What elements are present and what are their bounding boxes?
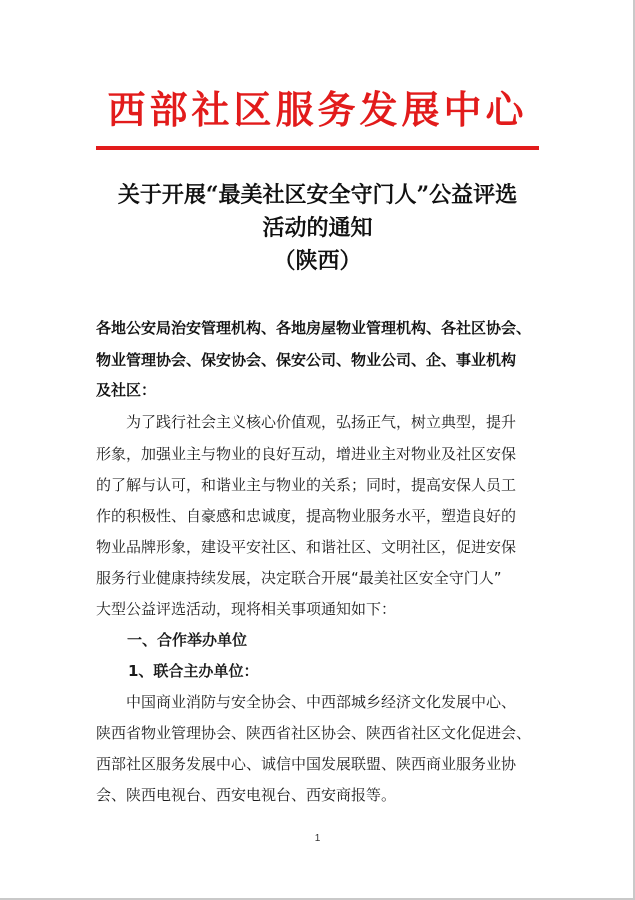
- intro-paragraph-line: 服务行业健康持续发展，决定联合开展“最美社区安全守门人”: [96, 569, 502, 587]
- intro-paragraph-line: 作的积极性、自豪感和忠诚度，提高物业服务水平，塑造良好的: [96, 507, 517, 525]
- organization-name-header: 西部社区服务发展中心: [107, 87, 528, 132]
- addressee-line: 物业管理协会、保安协会、保安公司、物业公司、企、事业机构: [96, 351, 517, 369]
- section-heading: 一、合作举办单位: [127, 631, 248, 649]
- organizers-line: 西部社区服务发展中心、诚信中国发展联盟、陕西商业服务业协: [96, 755, 517, 773]
- notice-title-line-3: （陕西）: [273, 248, 362, 274]
- notice-title-line-1: 关于开展“最美社区安全守门人”公益评选: [117, 182, 518, 208]
- intro-paragraph-line: 为了践行社会主义核心价值观，弘扬正气，树立典型，提升: [126, 413, 517, 431]
- intro-paragraph-line: 的了解与认可，和谐业主与物业的关系；同时，提高安保人员工: [96, 476, 517, 494]
- intro-paragraph-line: 大型公益评选活动，现将相关事项通知如下：: [96, 600, 397, 618]
- sub-section-heading: 1、联合主办单位：: [128, 662, 259, 680]
- intro-paragraph-line: 物业品牌形象，建设平安社区、和谐社区、文明社区，促进安保: [96, 538, 517, 556]
- addressee-line: 及社区：: [96, 381, 157, 399]
- addressee-line: 各地公安局治安管理机构、各地房屋物业管理机构、各社区协会、: [96, 319, 532, 337]
- page-number: 1: [314, 833, 321, 844]
- red-divider-line: [96, 146, 539, 150]
- intro-paragraph-line: 形象，加强业主与物业的良好互动，增进业主对物业及社区安保: [96, 445, 517, 463]
- organizers-line: 陕西省物业管理协会、陕西省社区协会、陕西省社区文化促进会、: [96, 724, 532, 742]
- organizers-line: 会、陕西电视台、西安电视台、西安商报等。: [96, 786, 397, 804]
- notice-title-line-2: 活动的通知: [262, 215, 373, 241]
- organizers-line: 中国商业消防与安全协会、中西部城乡经济文化发展中心、: [126, 693, 517, 711]
